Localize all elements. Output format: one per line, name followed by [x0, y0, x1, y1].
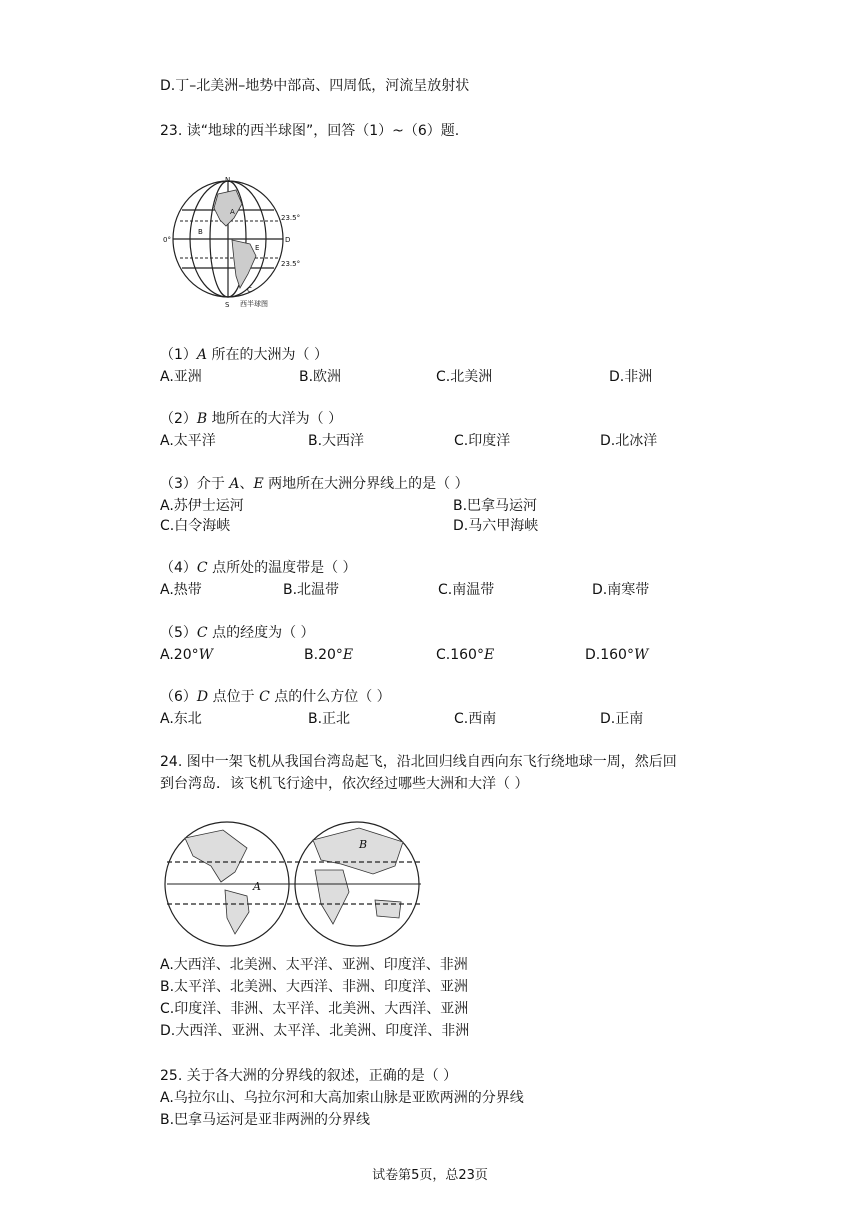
q23-sub4-option-c[interactable]: C.南温带 [438, 582, 495, 598]
q25-option-a[interactable]: A.乌拉尔山、乌拉尔河和大高加索山脉是亚欧两洲的分界线 [160, 1090, 524, 1106]
point-a: A [253, 880, 261, 893]
q23-sub3-stem: （3）介于 A、E 两地所在大洲分界线上的是（ ） [160, 476, 469, 492]
q23-sub3-option-b[interactable]: B.巴拿马运河 [453, 498, 538, 514]
q23-sub6-option-b[interactable]: B.正北 [308, 711, 351, 727]
world-hemispheres-figure [163, 820, 425, 948]
q23-sub3-option-d[interactable]: D.马六甲海峡 [453, 518, 539, 534]
q23-sub5-option-b[interactable]: B.20°E [304, 647, 354, 663]
q23-sub3-option-a[interactable]: A.苏伊士运河 [160, 498, 244, 514]
point-e: E [255, 244, 260, 252]
q22-option-d: D.丁–北美洲–地势中部高、四周低，河流呈放射状 [160, 78, 470, 94]
q23-sub5-option-c[interactable]: C.160°E [436, 647, 495, 663]
q24-stem-line1: 24. 图中一架飞机从我国台湾岛起飞，沿北回归线自西向东飞行绕地球一周，然后回 [160, 754, 677, 770]
q23-sub5-option-d[interactable]: D.160°W [585, 647, 649, 663]
q23-sub4-option-a[interactable]: A.热带 [160, 582, 202, 598]
point-c: C [247, 286, 252, 294]
q23-sub1-option-c[interactable]: C.北美洲 [436, 369, 493, 385]
south-label: S [225, 301, 230, 309]
q24-option-b[interactable]: B.太平洋、北美洲、大西洋、非洲、印度洋、亚洲 [160, 979, 469, 995]
q24-option-d[interactable]: D.大西洋、亚洲、太平洋、北美洲、印度洋、非洲 [160, 1023, 470, 1039]
point-a: A [230, 208, 235, 216]
q23-sub2-option-d[interactable]: D.北冰洋 [600, 433, 658, 449]
q23-sub2-option-c[interactable]: C.印度洋 [454, 433, 511, 449]
western-hemisphere-figure [160, 174, 310, 314]
q24-option-c[interactable]: C.印度洋、非洲、太平洋、北美洲、大西洋、亚洲 [160, 1001, 469, 1017]
q23-sub6-option-c[interactable]: C.西南 [454, 711, 497, 727]
figure-caption: 西半球图 [240, 300, 268, 308]
q23-sub5-stem: （5）C 点的经度为（ ） [160, 625, 315, 641]
q23-sub4-option-d[interactable]: D.南寒带 [592, 582, 650, 598]
point-d: D [285, 236, 291, 244]
north-label: N [225, 176, 231, 184]
q23-sub4-stem: （4）C 点所处的温度带是（ ） [160, 560, 357, 576]
lat-n-label: 23.5° [281, 214, 301, 222]
q25-option-b[interactable]: B.巴拿马运河是亚非两洲的分界线 [160, 1112, 371, 1128]
lon-zero-label: 0° [163, 236, 171, 244]
q23-sub1-option-d[interactable]: D.非洲 [609, 369, 653, 385]
q23-sub3-option-c[interactable]: C.白令海峡 [160, 518, 231, 534]
q25-stem: 25. 关于各大洲的分界线的叙述，正确的是（ ） [160, 1068, 458, 1084]
q24-option-a[interactable]: A.大西洋、北美洲、太平洋、亚洲、印度洋、非洲 [160, 957, 468, 973]
q23-sub1-option-a[interactable]: A.亚洲 [160, 369, 202, 385]
point-b: B [359, 838, 368, 851]
q23-sub6-option-a[interactable]: A.东北 [160, 711, 202, 727]
q23-sub5-option-a[interactable]: A.20°W [160, 647, 213, 663]
q23-sub4-option-b[interactable]: B.北温带 [283, 582, 340, 598]
lat-s-label: 23.5° [281, 260, 301, 268]
south-america-shape [232, 240, 256, 288]
page-footer: 试卷第5页，总23页 [372, 1168, 488, 1183]
q23-sub2-option-a[interactable]: A.太平洋 [160, 433, 216, 449]
q23-sub2-option-b[interactable]: B.大西洋 [308, 433, 365, 449]
q23-sub6-option-d[interactable]: D.正南 [600, 711, 644, 727]
q23-sub1-stem: （1）A 所在的大洲为（ ） [160, 347, 328, 363]
q23-sub6-stem: （6）D 点位于 C 点的什么方位（ ） [160, 689, 391, 705]
q23-stem: 23. 读“地球的西半球图”，回答（1）~（6）题. [160, 123, 460, 139]
q23-sub2-stem: （2）B 地所在的大洋为（ ） [160, 411, 343, 427]
q23-sub1-option-b[interactable]: B.欧洲 [299, 369, 342, 385]
point-b: B [198, 228, 203, 236]
q24-stem-line2: 到台湾岛．该飞机飞行途中，依次经过哪些大洲和大洋（ ） [160, 776, 529, 792]
